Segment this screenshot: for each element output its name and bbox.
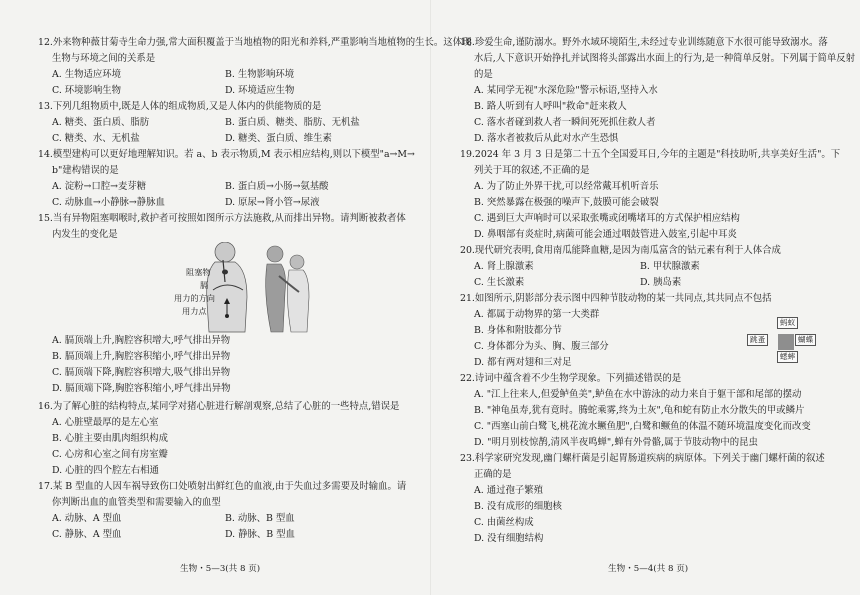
- q18-option-c: C. 落水者碰到救人者一瞬间死死抓住救人者: [474, 117, 656, 128]
- head-diagram: [215, 242, 235, 262]
- arthropod-overlap-figure: [750, 317, 817, 371]
- q19-option-d: D. 鼻咽部有炎症时,病菌可能会通过咽鼓管进入鼓室,引起中耳炎: [474, 229, 737, 240]
- force-point: [225, 314, 229, 318]
- q15-stem-line2: 内发生的变化是: [52, 229, 118, 240]
- fig15-label-force-point: 用力点: [182, 306, 207, 316]
- fig21-label-flea: 跳蚤: [747, 334, 768, 346]
- q23-option-a: A. 通过孢子繁殖: [474, 485, 543, 496]
- q18-stem-line2: 水后,人下意识开始挣扎并试图将头部露出水面上的行为,是一种简单反射。下列属于简单反射: [474, 53, 855, 64]
- q20-stem-line1: 20.现代研究表明,食用南瓜能降血糖,是因为南瓜富含的钴元素有利于人体合成: [460, 245, 781, 256]
- q21-option-b: B. 身体和附肢都分节: [474, 325, 562, 336]
- q15-option-d: D. 膈顶端下降,胸腔容积缩小,呼气排出异物: [52, 383, 231, 394]
- q20-option-a: A. 肾上腺激素: [474, 261, 534, 272]
- q18-option-a: A. 某同学无视"水深危险"警示标语,坚持入水: [474, 85, 658, 96]
- q18-stem-line3: 的是: [474, 69, 493, 80]
- fig15-label-blockage: 阻塞物: [186, 267, 211, 277]
- q13-stem-line1: 13.下列几组物质中,既是人体的组成物质,又是人体内的供能物质的是: [38, 101, 322, 112]
- right-page: [430, 0, 860, 595]
- fig21-label-butterfly: 蝴蝶: [795, 334, 816, 346]
- blockage-mark: [222, 270, 228, 275]
- q15-option-a: A. 膈顶端上升,胸腔容积增大,呼气排出异物: [52, 335, 231, 346]
- q22-option-c: C. "西塞山前白鹭飞,桃花流水鳜鱼肥",白鹭和鳜鱼的体温不随环境温度变化而改变: [474, 421, 811, 432]
- victim-head: [290, 255, 304, 269]
- q14-option-a: A. 淀粉→口腔→麦芽糖: [52, 181, 147, 192]
- q19-option-c: C. 遇到巨大声响时可以采取张嘴或闭嘴堵耳的方式保护相应结构: [474, 213, 740, 224]
- q17-option-c: C. 静脉、A 型血: [52, 529, 122, 540]
- q21-option-d: D. 都有两对翅和三对足: [474, 357, 572, 368]
- q23-option-b: B. 没有成形的细胞核: [474, 501, 562, 512]
- q17-option-b: B. 动脉、B 型血: [225, 513, 295, 524]
- q14-option-d: D. 原尿→肾小管→尿液: [225, 197, 320, 208]
- q18-option-b: B. 路人听到有人呼叫"救命"赶来救人: [474, 101, 627, 112]
- q19-stem-line1: 19.2024 年 3 月 3 日是第二十五个全国爱耳日,今年的主题是"科技助听,共享美好生活"。下: [460, 149, 841, 160]
- q22-option-d: D. "明月别枝惊鹊,清风半夜鸣蝉",蝉有外骨骼,属于节肢动物中的昆虫: [474, 437, 758, 448]
- rescuer-body: [266, 264, 286, 332]
- q16-option-a: A. 心脏壁最厚的是左心室: [52, 417, 159, 428]
- q16-option-d: D. 心脏的四个腔左右相通: [52, 465, 159, 476]
- q12-option-a: A. 生物适应环境: [52, 69, 121, 80]
- q17-option-d: D. 静脉、B 型血: [225, 529, 295, 540]
- q18-option-d: D. 落水者被救后从此对水产生恐惧: [474, 133, 619, 144]
- q14-stem-line1: 14.模型建构可以更好地理解知识。若 a、b 表示物质,M 表示相应结构,则以下模型"a→M→: [38, 149, 415, 160]
- left-page-footer: 生物・5—3(共 8 页): [180, 564, 261, 574]
- q12-option-d: D. 环境适应生物: [225, 85, 295, 96]
- q23-stem-line2: 正确的是: [474, 469, 512, 480]
- q12-stem-line1: 12.外来物种薇甘菊寺生命力强,常大面积覆盖于当地植物的阳光和养料,严重影响当地植物的生长。这体现: [38, 37, 472, 48]
- q14-option-c: C. 动脉血→小静脉→静脉血: [52, 197, 165, 208]
- q20-option-c: C. 生长激素: [474, 277, 525, 288]
- fig15-label-diaphragm: 膈: [200, 280, 209, 290]
- rescuer-head: [267, 246, 283, 262]
- q19-option-b: B. 突然暴露在极强的噪声下,鼓膜可能会破裂: [474, 197, 659, 208]
- q15-stem-line1: 15.当有异物阻塞咽喉时,救护者可按照如图所示方法施救,从而排出异物。请判断被救者体: [38, 213, 406, 224]
- fig21-label-ant: 蚂蚁: [777, 317, 798, 329]
- q15-option-c: C. 膈顶端下降,胸腔容积增大,吸气排出异物: [52, 367, 231, 378]
- q23-option-d: D. 没有细胞结构: [474, 533, 544, 544]
- q17-stem-line1: 17.某 B 型血的人因车祸导致伤口处喷射出鲜红色的血液,由于失血过多需要及时输血。请: [38, 481, 407, 492]
- q21-stem-line1: 21.如图所示,阴影部分表示图中四种节肢动物的某一共同点,其共同点不包括: [460, 293, 772, 304]
- q21-option-c: C. 身体都分为头、胸、腹三部分: [474, 341, 609, 352]
- q22-option-a: A. "江上往来人,但爱鲈鱼美",鲈鱼在水中游泳的动力来自于躯干部和尾部的摆动: [474, 389, 802, 400]
- q17-stem-line2: 你判断出血的血管类型和需要输入的血型: [52, 497, 221, 508]
- victim-body: [287, 270, 309, 332]
- fig15-label-force-direction: 用力的方向: [174, 293, 215, 303]
- q20-option-b: B. 甲状腺激素: [640, 261, 700, 272]
- q15-option-b: B. 膈顶端上升,胸腔容积缩小,呼气排出异物: [52, 351, 231, 362]
- q16-option-b: B. 心脏主要由肌肉组织构成: [52, 433, 168, 444]
- q12-stem-line2: 生物与环境之间的关系是: [52, 53, 156, 64]
- q17-option-a: A. 动脉、A 型血: [52, 513, 122, 524]
- q20-option-d: D. 胰岛素: [640, 277, 682, 288]
- q16-option-c: C. 心房和心室之间有房室瓣: [52, 449, 168, 460]
- q14-option-b: B. 蛋白质→小肠→氨基酸: [225, 181, 329, 192]
- right-page-footer: 生物・5—4(共 8 页): [608, 564, 689, 574]
- q13-option-c: C. 糖类、水、无机盐: [52, 133, 140, 144]
- q13-option-b: B. 蛋白质、糖类、脂肪、无机盐: [225, 117, 360, 128]
- q23-stem-line1: 23.科学家研究发现,幽门螺杆菌是引起胃肠道疾病的病原体。下列关于幽门螺杆菌的叙述: [460, 453, 825, 464]
- q13-option-a: A. 糖类、蛋白质、脂肪: [52, 117, 150, 128]
- q23-option-c: C. 由菌丝构成: [474, 517, 534, 528]
- q19-option-a: A. 为了防止外界干扰,可以经常戴耳机听音乐: [474, 181, 659, 192]
- heimlich-maneuver-figure: [175, 242, 330, 334]
- q13-option-d: D. 糖类、蛋白质、维生素: [225, 133, 332, 144]
- q16-stem-line1: 16.为了解心脏的结构特点,某同学对猪心脏进行解剖观察,总结了心脏的一些特点,错误是: [38, 401, 400, 412]
- q22-stem-line1: 22.诗词中蕴含着不少生物学现象。下列描述错误的是: [460, 373, 682, 384]
- shared-trait-shaded-area: [778, 334, 794, 350]
- q12-option-b: B. 生物影响环境: [225, 69, 295, 80]
- q14-stem-line2: b"建构错误的是: [52, 165, 119, 176]
- q21-option-a: A. 都属于动物界的第一大类群: [474, 309, 600, 320]
- q19-stem-line2: 列关于耳的叙述,不正确的是: [474, 165, 590, 176]
- q22-option-b: B. "神龟虽寿,犹有竟时。腾蛇乘雾,终为土灰",龟和蛇有防止水分散失的甲或鳞片: [474, 405, 805, 416]
- q12-option-c: C. 环境影响生物: [52, 85, 122, 96]
- q18-stem-line1: 18.珍爱生命,谨防溺水。野外水域环境陌生,未经过专业训练随意下水很可能导致溺水。落: [460, 37, 828, 48]
- fig21-label-cricket: 蟋蟀: [777, 351, 798, 363]
